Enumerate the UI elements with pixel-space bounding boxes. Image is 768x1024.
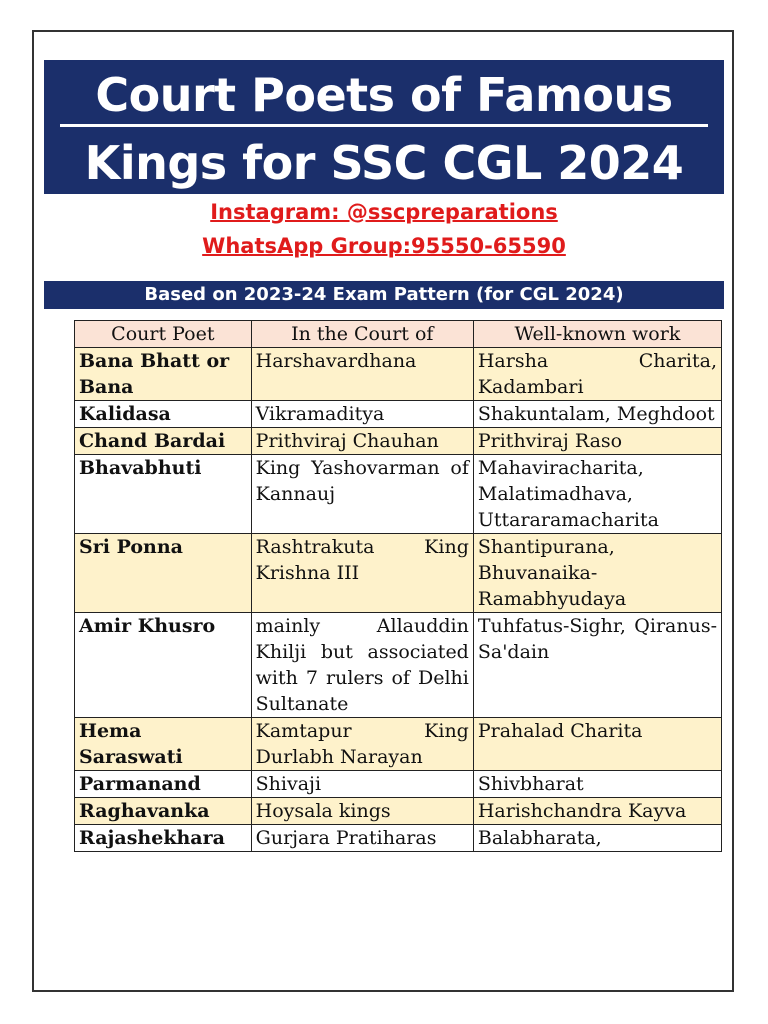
table-row [75,348,722,401]
court-cell: Vikramaditya [251,401,473,428]
title-line-1: Court Poets of Famous [95,68,673,122]
header-well-known-work: Well-known work [473,321,721,348]
poet-cell: Bana Bhatt or Bana [75,348,252,401]
work-cell: Prahalad Charita [473,718,721,771]
table-row [75,613,722,718]
poet-cell: Chand Bardai [75,428,252,455]
poet-cell: Hema Saraswati [75,718,252,771]
work-cell: Harsha Charita, Kadambari [473,348,721,401]
table-row [75,771,722,798]
poet-cell: Bhavabhuti [75,455,252,534]
work-cell: Shakuntalam, Meghdoot [473,401,721,428]
poet-cell: Parmanand [75,771,252,798]
poet-cell: Amir Khusro [75,613,252,718]
court-cell: Gurjara Pratiharas [251,825,473,852]
court-cell: Hoysala kings [251,798,473,825]
exam-pattern-banner: Based on 2023-24 Exam Pattern (for CGL 2024) [44,281,724,309]
work-cell: Balabharata, [473,825,721,852]
work-cell: Harishchandra Kayva [473,798,721,825]
court-cell: Rashtrakuta King Krishna III [251,534,473,613]
work-cell: Shivbharat [473,771,721,798]
work-cell: Tuhfatus-Sighr, Qiranus-Sa'dain [473,613,721,718]
header-court-poet: Court Poet [75,321,252,348]
table-row [75,455,722,534]
poet-cell: Rajashekhara [75,825,252,852]
work-cell: Mahaviracharita, Malatimadhava, Uttararamacharita [473,455,721,534]
table-row [75,428,722,455]
poet-cell: Sri Ponna [75,534,252,613]
table-row [75,534,722,613]
table-row [75,401,722,428]
instagram-link[interactable]: Instagram: @sscpreparations [210,200,558,224]
table-header-row [75,321,722,348]
court-cell: Harshavardhana [251,348,473,401]
court-cell: Shivaji [251,771,473,798]
court-cell: King Yashovarman of Kannauj [251,455,473,534]
work-cell: Shantipurana, Bhuvanaika-Ramabhyudaya [473,534,721,613]
table-row [75,798,722,825]
poet-cell: Kalidasa [75,401,252,428]
title-divider [60,124,708,127]
title-line-2: Kings for SSC CGL 2024 [84,136,684,190]
work-cell: Prithviraj Raso [473,428,721,455]
court-cell: Kamtapur King Durlabh Narayan [251,718,473,771]
title-banner [44,60,724,194]
table-row [75,825,722,852]
court-poets-table [74,320,722,852]
whatsapp-link[interactable]: WhatsApp Group:95550-65590 [202,234,566,258]
poet-cell: Raghavanka [75,798,252,825]
table-row [75,718,722,771]
court-cell: Prithviraj Chauhan [251,428,473,455]
header-in-the-court-of: In the Court of [251,321,473,348]
court-cell: mainly Allauddin Khilji but associated with 7 rulers of Delhi Sultanate [251,613,473,718]
